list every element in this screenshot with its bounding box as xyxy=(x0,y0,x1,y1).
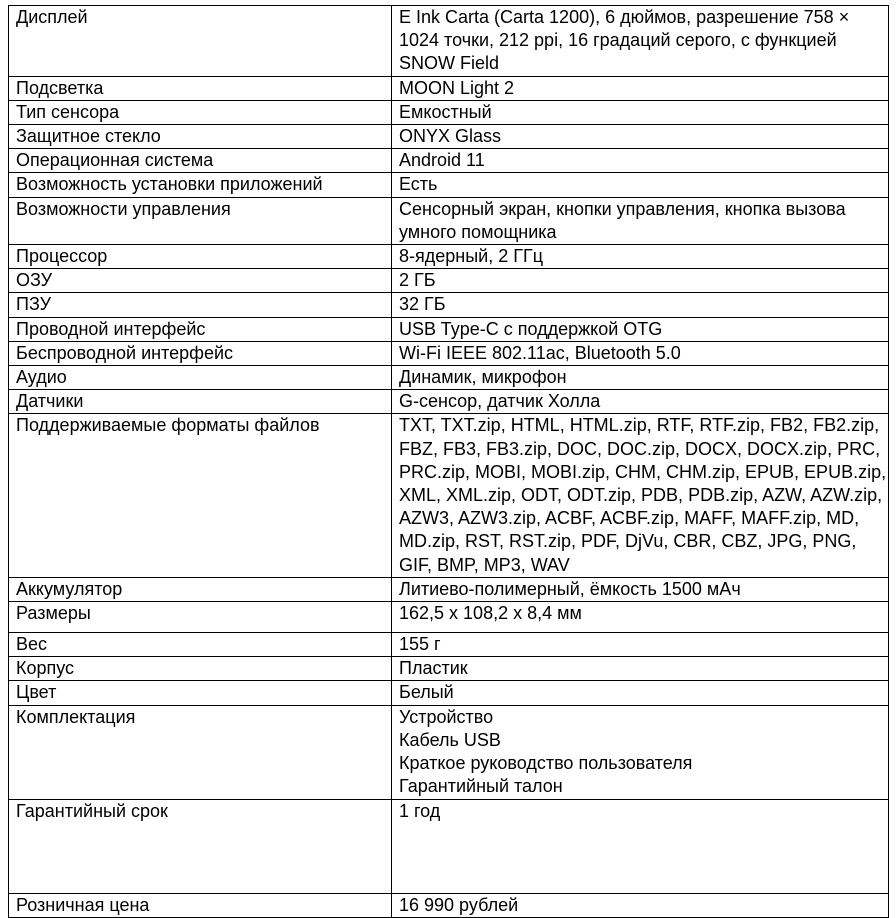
spec-row xyxy=(9,893,889,917)
spec-row xyxy=(9,602,889,633)
spec-row xyxy=(9,293,889,317)
spec-row xyxy=(9,681,889,705)
spec-row xyxy=(9,173,889,197)
spec-row xyxy=(9,414,889,577)
spec-label: Процессор xyxy=(9,245,392,269)
spec-row xyxy=(9,6,889,77)
spec-value: Android 11 xyxy=(392,149,889,173)
spec-value: MOON Light 2 xyxy=(392,76,889,100)
spec-label: Проводной интерфейс xyxy=(9,317,392,341)
spec-row xyxy=(9,577,889,601)
spec-row xyxy=(9,100,889,124)
spec-label: Поддерживаемые форматы файлов xyxy=(9,414,392,577)
spec-value: Пластик xyxy=(392,657,889,681)
spec-value: 8-ядерный, 2 ГГц xyxy=(392,245,889,269)
spec-value: 155 г xyxy=(392,633,889,657)
spec-label: Цвет xyxy=(9,681,392,705)
spec-row xyxy=(9,245,889,269)
spec-row xyxy=(9,125,889,149)
spec-label: Дисплей xyxy=(9,6,392,77)
spec-value: 162,5 x 108,2 x 8,4 мм xyxy=(392,602,889,633)
spec-label: Комплектация xyxy=(9,705,392,799)
spec-value: TXT, TXT.zip, HTML, HTML.zip, RTF, RTF.zip, FB2, FB2.zip, FBZ, FB3, FB3.zip, DOC, DOC.zip, DOCX, DOCX.zip, PRC, PRC.zip, MOBI, MOBI.zip, CHM, CHM.zip, EPUB, EPUB.zip, XML, XML.zip, ODT, ODT.zip, PDB, PDB.zip, AZW, AZW.zip, AZW3, AZW3.zip, ACBF, ACBF.zip, MAFF, MAFF.zip, MD, MD.zip, RST, RST.zip, PDF, DjVu, CBR, CBZ, JPG, PNG, GIF, BMP, MP3, WAV xyxy=(392,414,889,577)
spec-label: Операционная система xyxy=(9,149,392,173)
spec-row xyxy=(9,633,889,657)
spec-label: Аккумулятор xyxy=(9,577,392,601)
spec-row xyxy=(9,799,889,893)
spec-value: USB Type-C с поддержкой OTG xyxy=(392,317,889,341)
spec-label: Корпус xyxy=(9,657,392,681)
spec-row xyxy=(9,269,889,293)
spec-value: G-сенсор, датчик Холла xyxy=(392,390,889,414)
spec-row xyxy=(9,197,889,244)
spec-label: ПЗУ xyxy=(9,293,392,317)
spec-label: Беспроводной интерфейс xyxy=(9,341,392,365)
spec-label: Тип сенсора xyxy=(9,100,392,124)
spec-row xyxy=(9,390,889,414)
spec-value: 1 год xyxy=(392,799,889,893)
spec-label: Вес xyxy=(9,633,392,657)
spec-value: Есть xyxy=(392,173,889,197)
spec-value: Литиево-полимерный, ёмкость 1500 мАч xyxy=(392,577,889,601)
spec-row xyxy=(9,366,889,390)
spec-label: Датчики xyxy=(9,390,392,414)
spec-row xyxy=(9,705,889,799)
spec-value: Белый xyxy=(392,681,889,705)
spec-value: 16 990 рублей xyxy=(392,893,889,917)
spec-label: Размеры xyxy=(9,602,392,633)
spec-label: Гарантийный срок xyxy=(9,799,392,893)
spec-label: Подсветка xyxy=(9,76,392,100)
spec-value: ONYX Glass xyxy=(392,125,889,149)
spec-value: Динамик, микрофон xyxy=(392,366,889,390)
spec-value: 32 ГБ xyxy=(392,293,889,317)
spec-label: Защитное стекло xyxy=(9,125,392,149)
spec-row xyxy=(9,317,889,341)
spec-value: Емкостный xyxy=(392,100,889,124)
spec-row xyxy=(9,76,889,100)
spec-table-body xyxy=(9,6,889,918)
spec-value: Сенсорный экран, кнопки управления, кнопка вызова умного помощника xyxy=(392,197,889,244)
spec-label: Розничная цена xyxy=(9,893,392,917)
spec-table xyxy=(8,5,889,918)
spec-label: Возможность установки приложений xyxy=(9,173,392,197)
spec-value: 2 ГБ xyxy=(392,269,889,293)
spec-value: Wi-Fi IEEE 802.11ac, Bluetooth 5.0 xyxy=(392,341,889,365)
spec-value: Устройство Кабель USB Краткое руководство пользователя Гарантийный талон xyxy=(392,705,889,799)
spec-value: E Ink Carta (Carta 1200), 6 дюймов, разрешение 758 × 1024 точки, 212 ppi, 16 градаций серого, с функцией SNOW Field xyxy=(392,6,889,77)
spec-row xyxy=(9,657,889,681)
spec-label: ОЗУ xyxy=(9,269,392,293)
spec-row xyxy=(9,149,889,173)
spec-label: Возможности управления xyxy=(9,197,392,244)
spec-row xyxy=(9,341,889,365)
spec-label: Аудио xyxy=(9,366,392,390)
